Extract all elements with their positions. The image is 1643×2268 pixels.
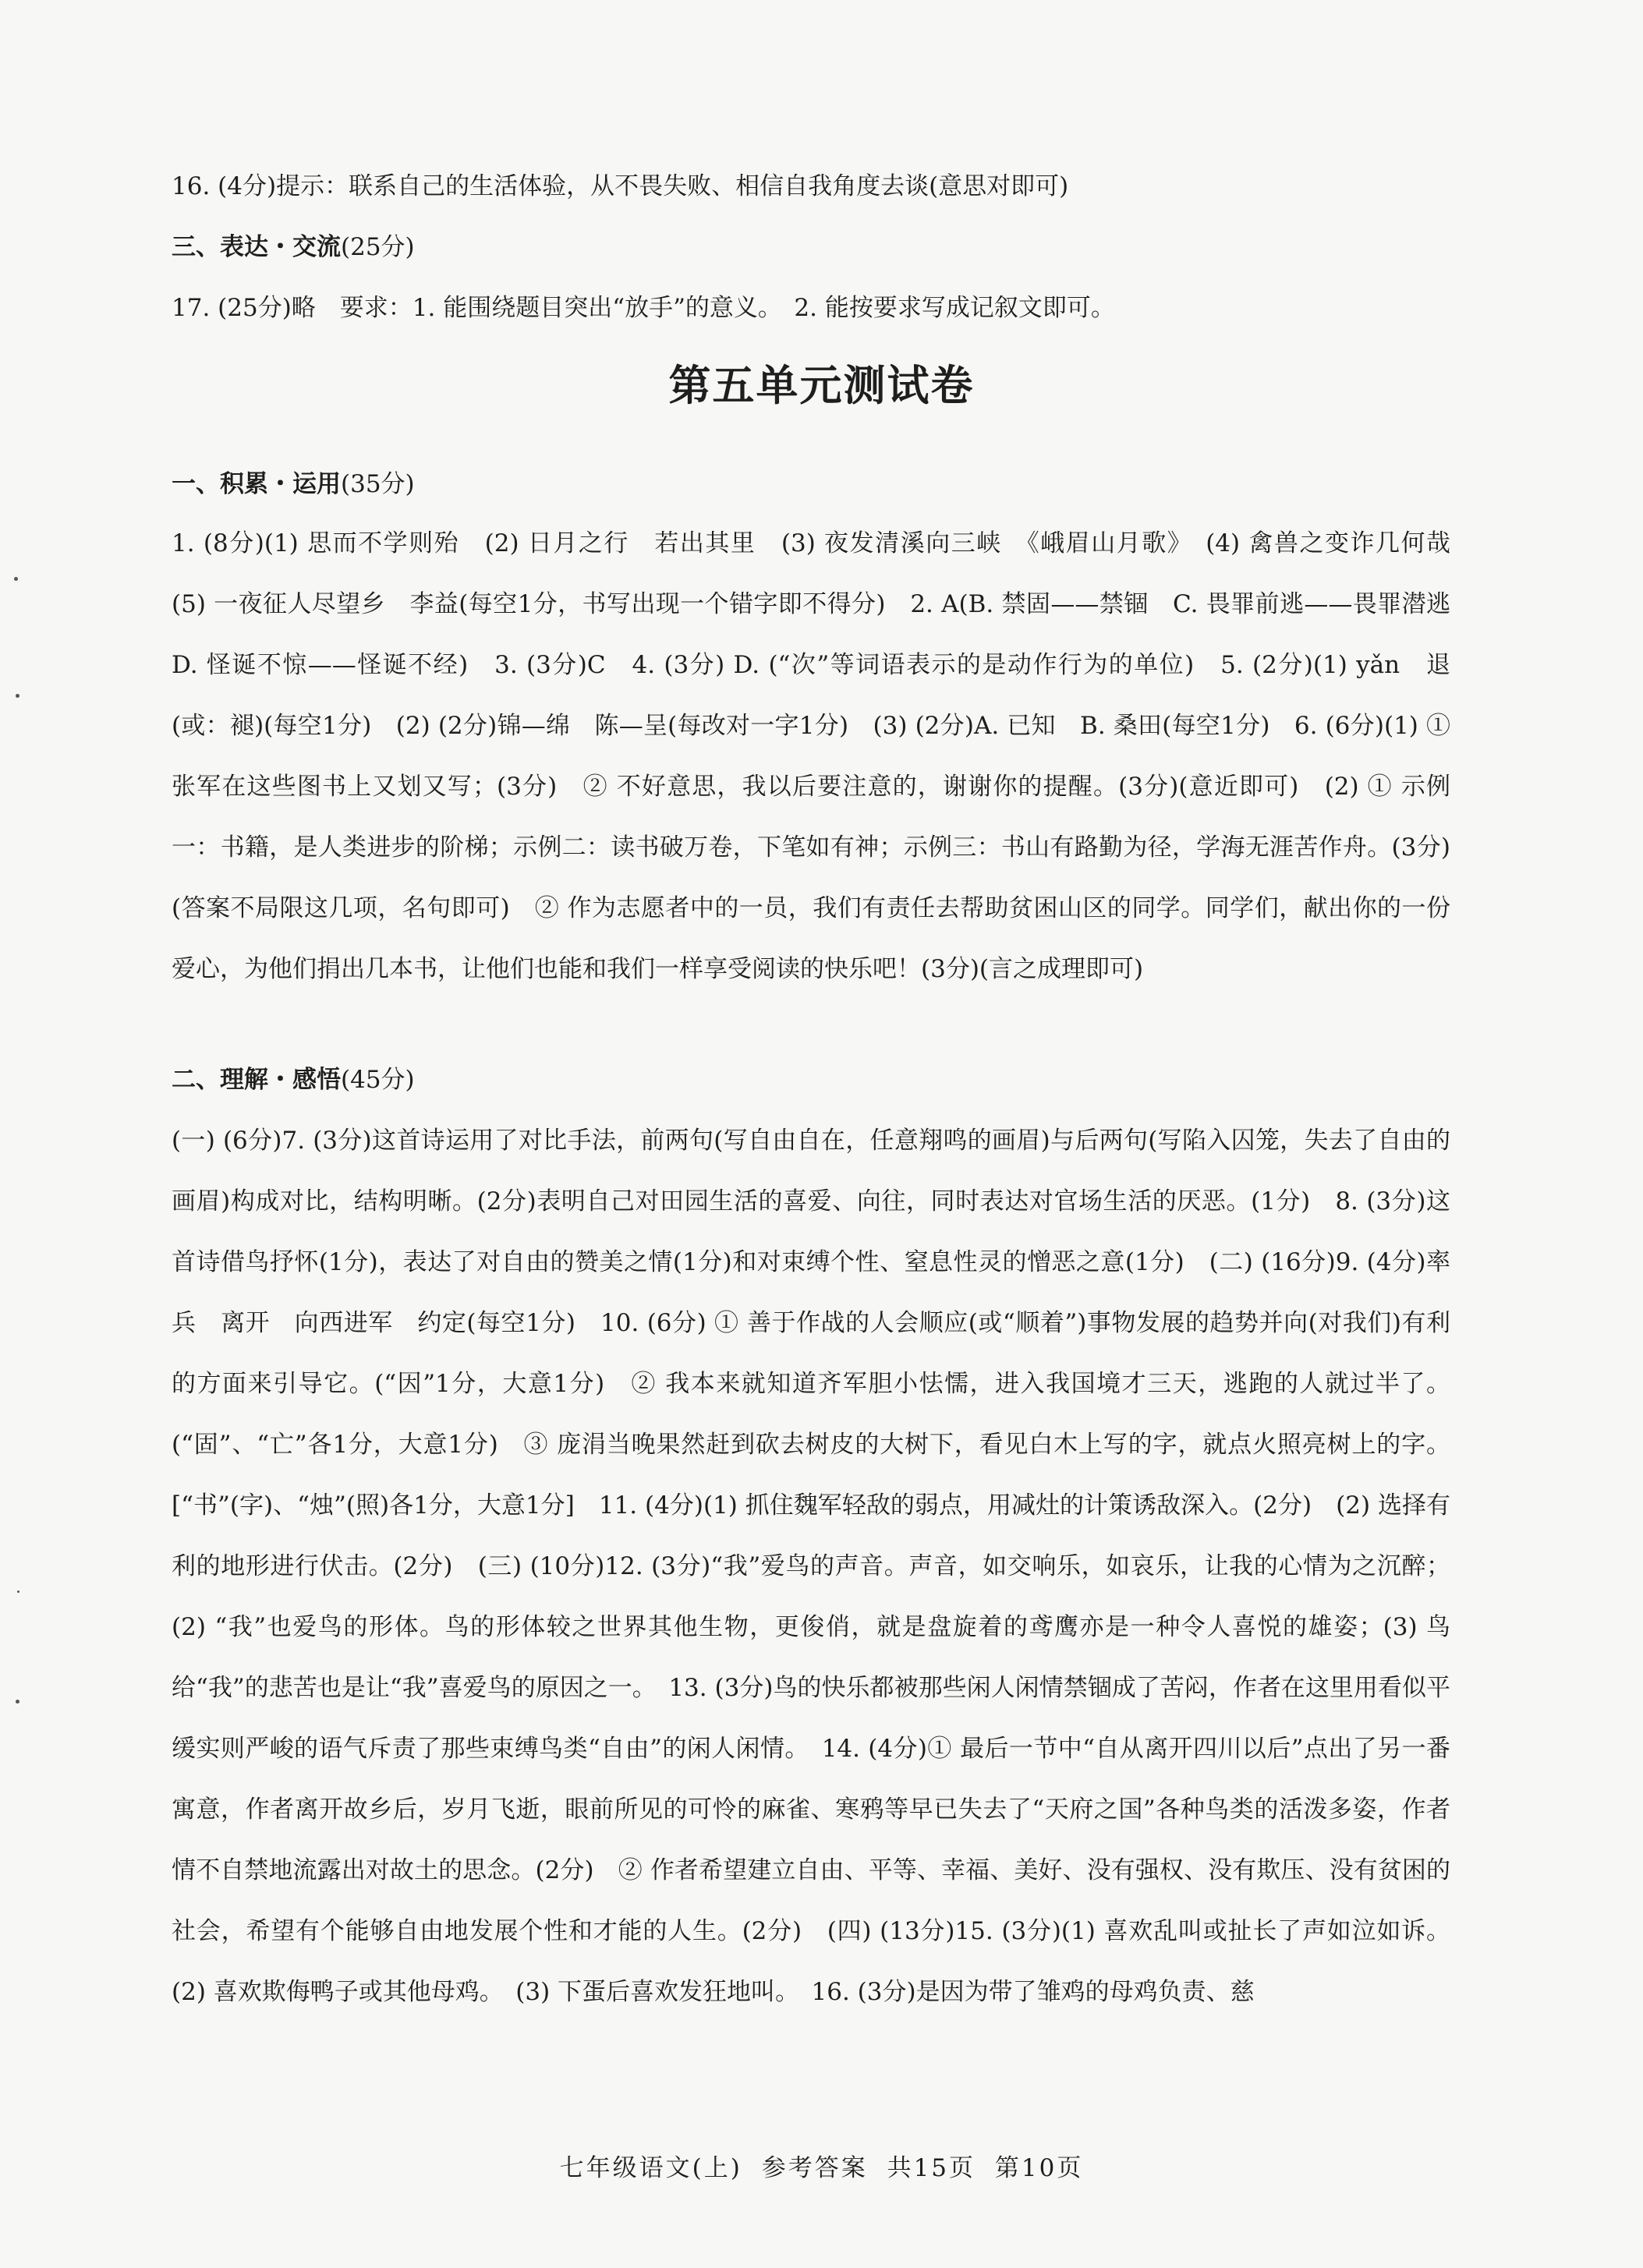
scan-mark xyxy=(16,1700,19,1704)
section-1-answers: 1. (8分)(1) 思而不学则殆 (2) 日月之行 若出其里 (3) 夜发清溪向三峡 《峨眉山月歌》 (4) 禽兽之变诈几何哉 (5) 一夜征人尽望乡 李益(每空1分，书写出现一个错字即不得分) 2. A(B. 禁固——禁锢 C. 畏罪前逃——畏罪潜逃 D. 怪诞不惊——怪诞不经) 3. (3分)C 4. (3分) D. (“次”等词语表示的是动作行为的单位) 5. (2分)(1) yǎn 退(或：褪)(每空1分) (2) (2分)锦—绵 陈—呈(每改对一字1分) (3) (2分)A. 已知 B. 桑田(每空1分) 6. (6分)(1) ① 张军在这些图书上又划又写；(3分) ② 不好意思，我以后要注意的，谢谢你的提醒。(3分)(意近即可) (2) ① 示例一：书籍，是人类进步的阶梯；示例二：读书破万卷，下笔如有神；示例三：书山有路勤为径，学海无涯苦作舟。(3分)(答案不局限这几项，名句即可) ② 作为志愿者中的一员，我们有责任去帮助贫困山区的同学。同学们，献出你的一份爱心，为他们捐出几本书，让他们也能和我们一样享受阅读的快乐吧！(3分)(言之成理即可) xyxy=(172,529,1475,983)
section-2-label: 二、理解・感悟 xyxy=(172,1066,341,1094)
question-17-answer: 17. (25分)略 要求：1. 能围绕题目突出“放手”的意义。 2. 能按要求写成记叙文即可。 xyxy=(172,294,1115,322)
section-3-label: 三、表达・交流 xyxy=(172,233,341,261)
section-1-points: (35分) xyxy=(341,470,415,498)
footer-answer: 参考答案 xyxy=(761,2154,868,2182)
section-1-heading xyxy=(172,454,415,515)
footer-total: 共15页 xyxy=(887,2154,976,2182)
section-2-heading xyxy=(172,1049,415,1110)
section-2-points: (45分) xyxy=(341,1066,415,1094)
section-2-answers: (一) (6分)7. (3分)这首诗运用了对比手法，前两句(写自由自在，任意翔鸣的画眉)与后两句(写陷入囚笼，失去了自由的画眉)构成对比，结构明晰。(2分)表明自己对田园生活的喜爱、向往，同时表达对官场生活的厌恶。(1分) 8. (3分)这首诗借鸟抒怀(1分)，表达了对自由的赞美之情(1分)和对束缚个性、窒息性灵的憎恶之意(1分) (二) (16分)9. (4分)率兵 离开 向西进军 约定(每空1分) 10. (6分) ① 善于作战的人会顺应(或“顺着”)事物发展的趋势并向(对我们)有利的方面来引导它。(“因”1分，大意1分) ② 我本来就知道齐军胆小怯懦，进入我国境才三天，逃跑的人就过半了。(“固”、“亡”各1分，大意1分) ③ 庞涓当晚果然赶到砍去树皮的大树下，看见白木上写的字，就点火照亮树上的字。[“书”(字)、“烛”(照)各1分，大意1分] 11. (4分)(1) 抓住魏军轻敌的弱点，用减灶的计策诱敌深入。(2分) (2) 选择有利的地形进行伏击。(2分) (三) (10分)12. (3分)“我”爱鸟的声音。声音，如交响乐，如哀乐，让我的心情为之沉醉；(2) “我”也爱鸟的形体。鸟的形体较之世界其他生物，更俊俏，就是盘旋着的鸢鹰亦是一种令人喜悦的雄姿；(3) 鸟给“我”的悲苦也是让“我”喜爱鸟的原因之一。 13. (3分)鸟的快乐都被那些闲人闲情禁锢成了苦闷，作者在这里用看似平缓实则严峻的语气斥责了那些束缚鸟类“自由”的闲人闲情。 14. (4分)① 最后一节中“自从离开四川以后”点出了另一番寓意，作者离开故乡后，岁月飞逝，眼前所见的可怜的麻雀、寒鸦等早已失去了“天府之国”各种鸟类的活泼多姿，作者情不自禁地流露出对故土的思念。(2分) ② 作者希望建立自由、平等、幸福、美好、没有强权、没有欺压、没有贫困的社会，希望有个能够自由地发展个性和才能的人生。(2分) (四) (13分)15. (3分)(1) 喜欢乱叫或扯长了声如泣如诉。(2) 喜欢欺侮鸭子或其他母鸡。 (3) 下蛋后喜欢发狂地叫。 16. (3分)是因为带了雏鸡的母鸡负责、慈 xyxy=(172,1127,1450,2006)
page-footer xyxy=(0,2148,1643,2183)
scan-mark xyxy=(14,577,18,581)
footer-grade: 七年级语文(上) xyxy=(559,2154,742,2182)
footer-page-number: 第10页 xyxy=(994,2154,1084,2182)
unit-title: 第五单元测试卷 xyxy=(668,361,975,410)
section-1-label: 一、积累・运用 xyxy=(172,470,341,498)
scan-mark xyxy=(17,1590,19,1593)
question-16-answer: 16. (4分)提示：联系自己的生活体验，从不畏失败、相信自我角度去谈(意思对即可) xyxy=(172,172,1069,200)
section-3-heading xyxy=(172,217,415,278)
scan-mark xyxy=(16,694,19,698)
section-3-points: (25分) xyxy=(341,233,415,261)
